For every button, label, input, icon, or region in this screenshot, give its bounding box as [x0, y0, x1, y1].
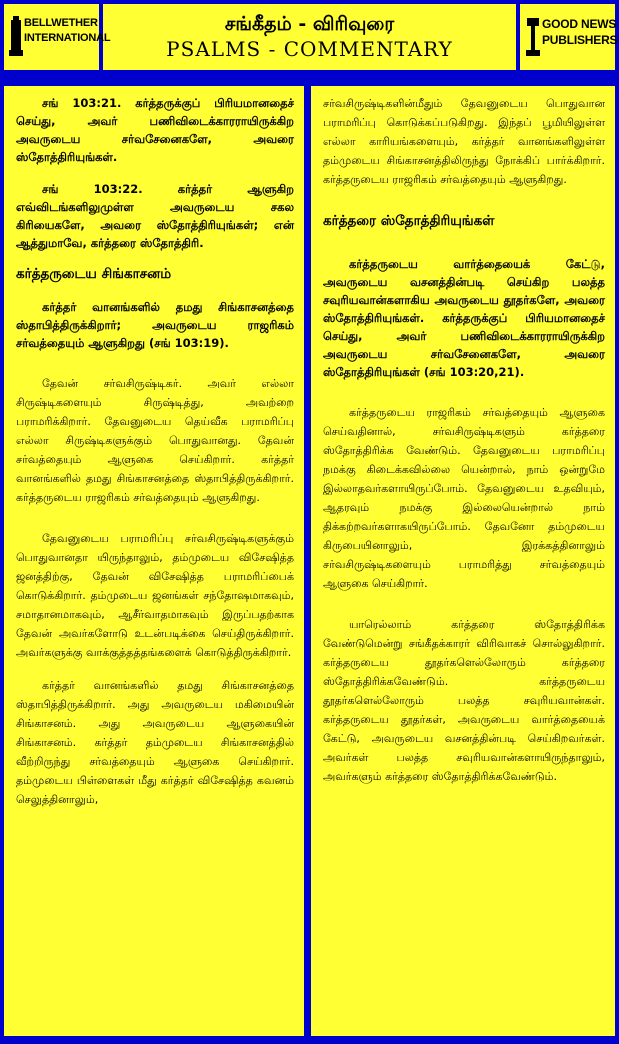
paragraph: சர்வசிருஷ்டிகளின்மீதும் தேவனுடைய பொதுவான பராமரிப்பு கொடுக்கப்படுகிறது. இந்தப் பூமியிலுள்ள எல்லா காரியங்களையும், கர்த்தர் வானங்களிலுள்ள தம்முடைய சிங்காசனத்திலிருந்து நோக்கிப் பார்க்கிறார். கர்த்தருடைய ராஜரிகம் சர்வத்தையும் ஆளுகிறது.: [323, 97, 605, 186]
verse-22: சங் 103:22. கர்த்தர் ஆளுகிற எவ்விடங்களிலுமுள்ள அவருடைய சகல கிரியைகளே, அவரை ஸ்தோத்திரியுங்கள்; என் ஆத்துமாவே, கர்த்தரை ஸ்தோத்திரி.: [16, 182, 294, 250]
paragraph: கர்த்தருடைய ராஜரிகம் சர்வத்தையும் ஆளுகை செய்வதினால், சர்வசிருஷ்டிகளும் கர்த்தரை ஸ்தோத்திரிக்க வேண்டும். தேவனுடைய பராமரிப்பு நமக்கு கிடைக்கவில்லை யென்றால், நாம் ஒன்றுமே இல்லாதவர்களாயிருப்போம். தேவனுடைய உதவியும், ஆதரவும் நமக்கு இல்லையென்றால் நாம் திக்கற்றவர்களாகயிருப்போம். தேவனோ தம்முடைய கிருபையினாலும், இரக்கத்தினாலும் சர்வசிருஷ்டிகளையும் பராமரித்து சர்வத்தையும் ஆளுகை செய்கிறார்.: [323, 406, 605, 590]
lead-verse: கர்த்தருடைய வார்த்தையைக் கேட்டு, அவருடைய வசனத்தின்படி செய்கிற பலத்த சவுரியவான்களாகிய அவருடைய தூதர்களே, அவரை ஸ்தோத்திரியுங்கள். கர்த்தருக்குப் பிரியமானதைச் செய்து, அவர் பணிவிடைக்காரராயிருக்கிற அவருடைய சர்வசேனைகளே, அவரை ஸ்தோத்திரியுங்கள் (சங் 103:20,21).: [323, 257, 605, 379]
title-box: [103, 4, 516, 70]
page-title-tamil: சங்கீதம் - விரிவுரை: [224, 13, 395, 35]
lead-verse: கர்த்தர் வானங்களில் தமது சிங்காசனத்தை ஸ்தாபித்திருக்கிறார்; அவருடைய ராஜரிகம் சர்வத்தையும் ஆளுகிறது (சங் 103:19).: [16, 300, 294, 350]
logo-line-2: PUBLISHERS: [542, 33, 618, 47]
header: [4, 4, 618, 70]
right-column: [311, 86, 615, 1036]
logo-line-1: BELLWETHER: [24, 17, 98, 29]
paragraph: தேவன் சர்வசிருஷ்டிகர். அவர் எல்லா சிருஷ்டிகளையும் சிருஷ்டித்து, அவற்றை பராமரிக்கிறார். தேவனுடைய தெய்வீக பராமரிப்பு எல்லா சிருஷ்டிகளுக்கும் பொதுவானது. தேவன் சர்வத்தையும் ஆளுகை செய்கிறார். கர்த்தர் வானங்களில் தமது சிங்காசனத்தை ஸ்தாபித்திருக்கிறார். கர்த்தருடைய ராஜரிகம் சர்வத்தையும் ஆளுகிறது.: [16, 377, 294, 504]
section-heading: கர்த்தருடைய சிங்காசனம்: [16, 266, 172, 282]
paragraph: யாரெல்லாம் கர்த்தரை ஸ்தோத்திரிக்க வேண்டுமென்று சங்கீதக்காரர் விரிவாகச் சொல்லுகிறார். கர்த்தருடைய தூதர்களெல்லோரும் கர்த்தரை ஸ்தோத்திரிக்கவேண்டும். கர்த்தருடைய தூதர்களெல்லோரும் பலத்த சவுரியவான்கள். கர்த்தருடைய தூதர்கள், அவருடைய வார்த்தையைக் கேட்டு, அவருடைய வசனத்தின்படி செய்கிறவர்கள். அவர்கள் பலத்த சவுரியவான்களாயிருந்தாலும், அவர்களும் கர்த்தரை ஸ்தோத்திரிக்கவேண்டும்.: [323, 618, 605, 783]
paragraph: கர்த்தர் வானங்களில் தமது சிங்காசனத்தை ஸ்தாபித்திருக்கிறார். அது அவருடைய மகிமையின் சிங்காசனம். அது அவருடைய ஆளுகையின் சிங்காசனம். கர்த்தர் தம்முடைய சிங்காசனத்தில் வீற்றிருந்து சர்வத்தையும் ஆளுகை செய்கிறார். தம்முடைய பிள்ளைகள் மீது கர்த்தர் விசேஷித்த கவனம் செலுத்தினாலும்,: [16, 679, 294, 806]
logo-line-2: INTERNATIONAL: [24, 32, 111, 44]
verse-21: சங் 103:21. கர்த்தருக்குப் பிரியமானதைச் செய்து, அவர் பணிவிடைக்காரராயிருக்கிற அவருடைய சர்வசேனைகளே, அவரை ஸ்தோத்திரியுங்கள்.: [16, 96, 294, 164]
bellwether-logo-text: [24, 16, 110, 46]
page-title-english: PSALMS - COMMENTARY: [166, 37, 453, 61]
logo-line-1: GOOD NEWS: [542, 17, 617, 31]
section-heading: கர்த்தரை ஸ்தோத்திரியுங்கள்: [323, 213, 495, 229]
bible-stand-icon: [525, 14, 541, 60]
good-news-logo: [520, 4, 618, 70]
good-news-logo-text: [542, 16, 617, 48]
bellwether-ram-icon: [9, 14, 23, 58]
left-column: [4, 86, 304, 1036]
paragraph: தேவனுடைய பராமரிப்பு சர்வசிருஷ்டிகளுக்கும் பொதுவானதா யிருந்தாலும், தம்முடைய விசேஷித்த ஜனத்திற்கு, தேவன் விசேஷித்த பராமரிப்பைக் கொடுக்கிறார். தம்முடைய ஜனங்கள் சந்தோஷமாகவும், சமாதானமாகவும், ஆசீர்வாதமாகவும் இருப்பதற்காக தேவன் அவர்களோடு உடன்படிக்கை செய்திருக்கிறார். அவர்களுக்கு வாக்குத்தத்தங்களைக் கொடுத்திருக்கிறார்.: [16, 532, 294, 659]
bellwether-logo: [4, 4, 111, 70]
